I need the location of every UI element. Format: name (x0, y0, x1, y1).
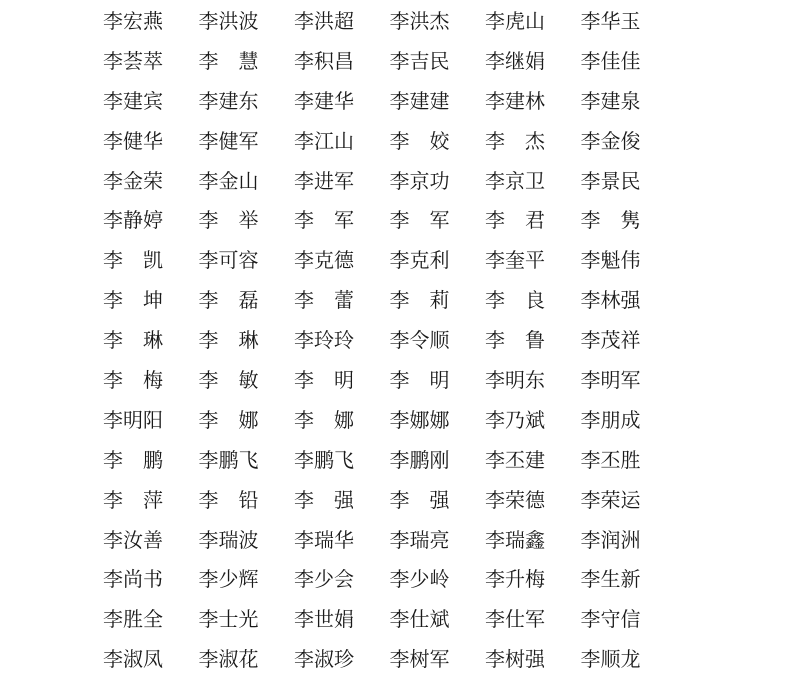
name-cell: 李世娟 (294, 607, 354, 632)
name-cell: 李景民 (580, 168, 641, 193)
name-cell: 李京功 (389, 168, 450, 193)
name-cell: 李乃斌 (485, 407, 545, 432)
name-cell: 李 军 (294, 208, 354, 233)
name-cell: 李克利 (389, 248, 450, 273)
name-cell: 李鹏飞 (294, 447, 354, 472)
name-cell: 李进军 (294, 168, 354, 193)
name-cell: 李守信 (580, 607, 641, 632)
name-cell: 李建林 (485, 88, 545, 113)
name-cell: 李 隽 (580, 208, 641, 233)
name-cell: 李 杰 (485, 128, 545, 153)
name-cell: 李瑞华 (294, 527, 354, 552)
name-cell: 李 凯 (103, 248, 163, 273)
name-cell: 李 娜 (198, 407, 259, 432)
name-cell: 李静婷 (103, 208, 163, 233)
name-cell: 李升梅 (485, 567, 545, 592)
name-cell: 李 举 (198, 208, 259, 233)
name-cell: 李树强 (485, 647, 545, 672)
name-cell: 李顺龙 (580, 647, 641, 672)
name-cell: 李荣德 (485, 487, 545, 512)
name-cell: 李令顺 (389, 328, 450, 353)
name-cell: 李鹏飞 (198, 447, 259, 472)
name-cell: 李明军 (580, 368, 641, 393)
name-cell: 李茂祥 (580, 328, 641, 353)
name-cell: 李金俊 (580, 128, 641, 153)
name-cell: 李 强 (389, 487, 450, 512)
name-cell: 李丕建 (485, 447, 545, 472)
name-cell: 李奎平 (485, 248, 545, 273)
name-cell: 李汝善 (103, 527, 163, 552)
name-cell: 李宏燕 (103, 9, 163, 33)
name-cell: 李树军 (389, 647, 450, 672)
name-cell: 李 敏 (198, 368, 259, 393)
name-cell: 李可容 (198, 248, 259, 273)
name-cell: 李仕斌 (389, 607, 450, 632)
name-cell: 李金荣 (103, 168, 163, 193)
name-cell: 李建宾 (103, 88, 163, 113)
name-cell: 李淑凤 (103, 647, 163, 672)
name-cell: 李胜全 (103, 607, 163, 632)
name-cell: 李玲玲 (294, 328, 354, 353)
name-cell: 李 铅 (198, 487, 259, 512)
name-cell: 李积昌 (294, 48, 354, 73)
name-cell: 李 蕾 (294, 288, 354, 313)
name-cell: 李仕军 (485, 607, 545, 632)
name-cell: 李 明 (294, 368, 354, 393)
name-cell: 李健华 (103, 128, 163, 153)
name-cell: 李士光 (198, 607, 259, 632)
name-cell: 李 姣 (389, 128, 450, 153)
name-cell: 李江山 (294, 128, 354, 153)
name-cell: 李润洲 (580, 527, 641, 552)
name-cell: 李洪杰 (389, 9, 450, 33)
name-cell: 李少辉 (198, 567, 259, 592)
name-cell: 李 琳 (198, 328, 259, 353)
name-cell: 李 琳 (103, 328, 163, 353)
name-cell: 李洪超 (294, 9, 354, 33)
name-cell: 李少岭 (389, 567, 450, 592)
name-cell: 李荣运 (580, 487, 641, 512)
name-cell: 李建华 (294, 88, 354, 113)
name-cell: 李建东 (198, 88, 259, 113)
name-cell: 李建建 (389, 88, 450, 113)
name-cell: 李林强 (580, 288, 641, 313)
name-cell: 李鹏刚 (389, 447, 450, 472)
name-cell: 李瑞鑫 (485, 527, 545, 552)
name-cell: 李健军 (198, 128, 259, 153)
name-cell: 李瑞波 (198, 527, 259, 552)
name-cell: 李 梅 (103, 368, 163, 393)
name-cell: 李朋成 (580, 407, 641, 432)
name-cell: 李 军 (389, 208, 450, 233)
name-cell: 李克德 (294, 248, 354, 273)
name-cell: 李 明 (389, 368, 450, 393)
name-cell: 李京卫 (485, 168, 545, 193)
name-cell: 李继娟 (485, 48, 545, 73)
name-cell: 李尚书 (103, 567, 163, 592)
name-cell: 李娜娜 (389, 407, 450, 432)
name-cell: 李虎山 (485, 9, 545, 33)
name-cell: 李少会 (294, 567, 354, 592)
name-cell: 李 坤 (103, 288, 163, 313)
name-cell: 李魁伟 (580, 248, 641, 273)
name-list-grid (103, 2, 683, 680)
name-cell: 李淑珍 (294, 647, 354, 672)
name-cell: 李 萍 (103, 487, 163, 512)
name-cell: 李荟萃 (103, 48, 163, 73)
name-cell: 李吉民 (389, 48, 450, 73)
name-cell: 李明阳 (103, 407, 163, 432)
name-cell: 李 娜 (294, 407, 354, 432)
name-cell: 李明东 (485, 368, 545, 393)
name-cell: 李 慧 (198, 48, 259, 73)
name-cell: 李 君 (485, 208, 545, 233)
name-cell: 李金山 (198, 168, 259, 193)
name-cell: 李 磊 (198, 288, 259, 313)
name-cell: 李瑞亮 (389, 527, 450, 552)
name-cell: 李建泉 (580, 88, 641, 113)
name-cell: 李洪波 (198, 9, 259, 33)
name-cell: 李淑花 (198, 647, 259, 672)
name-cell: 李佳佳 (580, 48, 641, 73)
name-cell: 李 鲁 (485, 328, 545, 353)
name-cell: 李丕胜 (580, 447, 641, 472)
name-cell: 李 强 (294, 487, 354, 512)
name-cell: 李 良 (485, 288, 545, 313)
name-cell: 李 鹏 (103, 447, 163, 472)
name-cell: 李生新 (580, 567, 641, 592)
name-cell: 李华玉 (580, 9, 641, 33)
name-cell: 李 莉 (389, 288, 450, 313)
